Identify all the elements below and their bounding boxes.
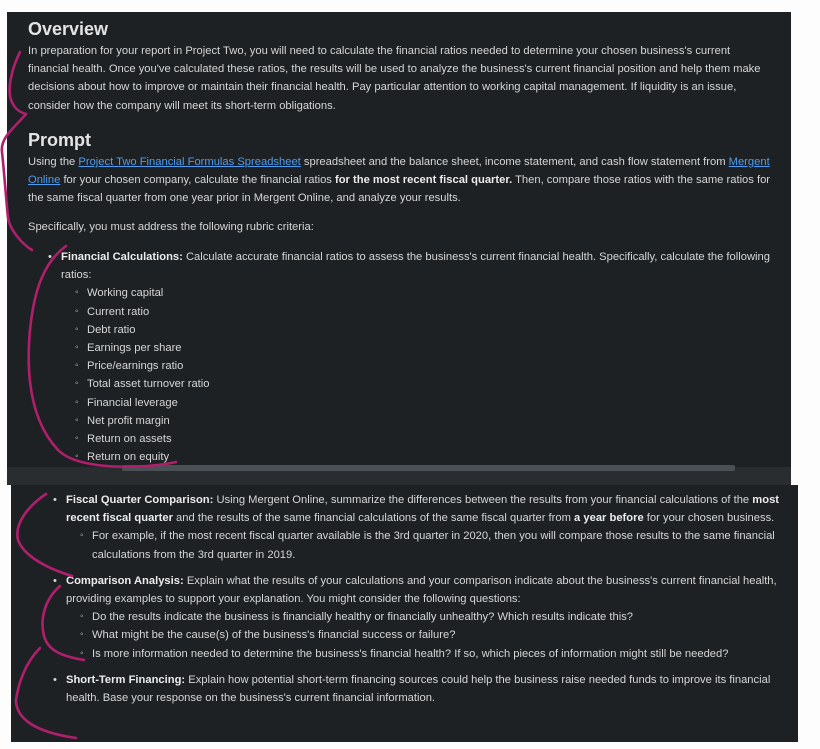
list-item: ◦ For example, if the most recent fiscal quarter available is the 3rd quarter in 2020, then you will compare those results to the same financial calculations from the 3rd quarter in 2019. bbox=[80, 527, 793, 563]
list-item: ◦ Working capital bbox=[75, 284, 782, 302]
overview-heading: Overview bbox=[28, 19, 109, 39]
list-item: ◦ Price/earnings ratio bbox=[75, 357, 782, 375]
list-item: ◦ Return on equity bbox=[75, 448, 782, 466]
criterion-short-term-financing: • Short-Term Financing: Explain how potential short-term financing sources could help the business raise needed funds to improve its financial health. Base your response on the business's current financial information. bbox=[53, 671, 793, 707]
list-item: ◦ Total asset turnover ratio bbox=[75, 375, 782, 393]
fiscal-sub-list bbox=[80, 527, 793, 563]
mergent-online-link[interactable]: Mergent Online bbox=[28, 156, 770, 187]
list-item: ◦ Do the results indicate the business is financially healthy or financially unhealthy? Which results indicate this? bbox=[80, 608, 793, 626]
list-item: ◦ What might be the cause(s) of the business's financial success or failure? bbox=[80, 626, 793, 644]
prompt-heading: Prompt bbox=[28, 130, 91, 150]
list-item: ◦ Net profit margin bbox=[75, 412, 782, 430]
list-item: ◦ Return on assets bbox=[75, 430, 782, 448]
overview-text: In preparation for your report in Project Two, you will need to calculate the financial ratios needed to determine your chosen business's current financial health. Once you've calculated these ratios, the results will be used to analyze the business's current financial position and help them make decisions about how to improve or maintain their financial health. Pay particular attention to working capital management. If liquidity is an issue, consider how the company will meet its short-term obligations. bbox=[28, 45, 761, 112]
horizontal-scrollbar[interactable] bbox=[122, 465, 735, 471]
list-item: ◦ Current ratio bbox=[75, 303, 782, 321]
left-margin bbox=[0, 12, 7, 467]
list-item: ◦ Debt ratio bbox=[75, 321, 782, 339]
analysis-questions bbox=[80, 608, 793, 663]
ratio-list bbox=[75, 284, 782, 466]
criteria-list-bottom bbox=[53, 491, 793, 707]
spreadsheet-link[interactable]: Project Two Financial Formulas Spreadsheet bbox=[78, 156, 301, 168]
criterion-financial-calculations: • Financial Calculations: Calculate accurate financial ratios to assess the business's current financial health. Specifically, calculate the following ratios: ◦ Working capital ◦ Current ratio ◦ Debt ratio ◦ Earnings per share ◦ Price/earnings ratio ◦ Total asset turnover ratio ◦ Financial leverage ◦ Net profit margin ◦ Return on assets ◦ Return on equity bbox=[48, 248, 782, 466]
criterion-comparison-analysis: • Comparison Analysis: Explain what the results of your calculations and your comparison indicate about the business's current financial health, providing examples to support your explanation. You might consider the following questions: ◦ Do the results indicate the business is financially healthy or financially unhealthy? Which results indicate this? ◦ What might be the cause(s) of the business's financial success or failure? ◦ Is more information needed to determine the business's financial health? If so, which pieces of information might still be needed? bbox=[53, 572, 793, 663]
criterion-fiscal-quarter-comparison: • Fiscal Quarter Comparison: Using Mergent Online, summarize the differences between the results from your financial calculations of the most recent fiscal quarter and the results of the same financial calculations of the same fiscal quarter from a year before for your chosen business. ◦ For example, if the most recent fiscal quarter available is the 3rd quarter in 2020, then you will compare those results to the same financial calculations from the 3rd quarter in 2019. bbox=[53, 491, 793, 564]
rubric-intro: Specifically, you must address the following rubric criteria: bbox=[28, 221, 314, 233]
list-item: ◦ Earnings per share bbox=[75, 339, 782, 357]
list-item: ◦ Financial leverage bbox=[75, 394, 782, 412]
criteria-list-top bbox=[48, 248, 782, 466]
list-item: ◦ Is more information needed to determine the business's financial health? If so, which pieces of information might still be needed? bbox=[80, 645, 793, 663]
prompt-paragraph: Using the Project Two Financial Formulas Spreadsheet spreadsheet and the balance sheet, income statement, and cash flow statement from Mergent Online for your chosen company, calculate the financial ratios for the most recent fiscal quarter. Then, compare those ratios with the same ratios for the same fiscal quarter from one year prior in Mergent Online, and analyze your results. bbox=[28, 156, 771, 205]
